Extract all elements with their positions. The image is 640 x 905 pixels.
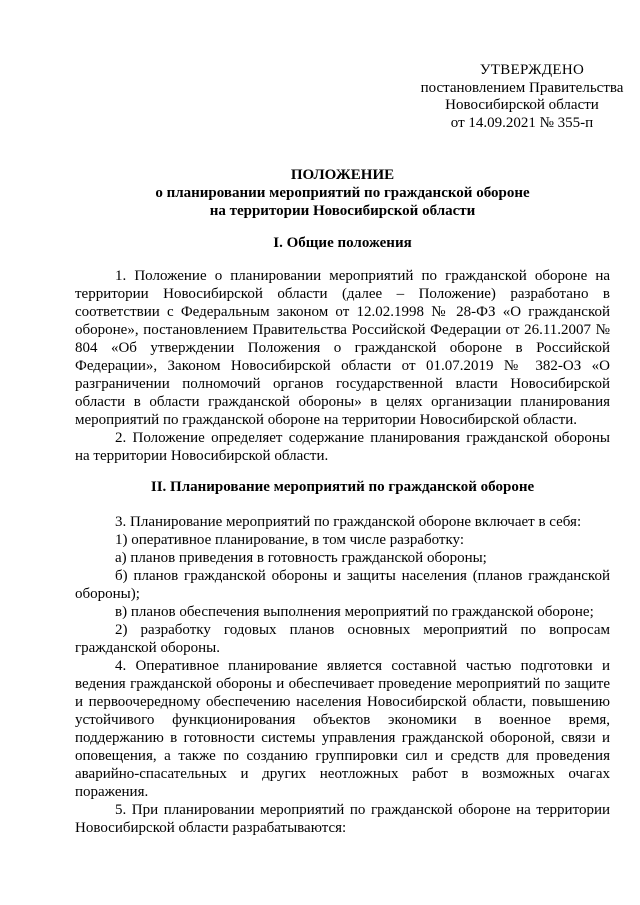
- section-heading: II. Планирование мероприятий по гражданской обороне: [150, 479, 535, 495]
- paragraph: а) планов приведения в готовность гражданской обороны;: [115, 550, 487, 566]
- paragraph: б) планов гражданской обороны и защиты населения (планов гражданской обороны);: [75, 568, 610, 602]
- section-body: [75, 513, 610, 837]
- approval-line: постановлением Правительства: [420, 79, 624, 96]
- approval-stamp: [399, 62, 640, 132]
- title-line: о планировании мероприятий по гражданской обороне: [155, 185, 530, 201]
- document-title: [75, 166, 610, 220]
- paragraph: 4. Оперативное планирование является составной частью подготовки и ведения гражданской обороны и обеспечивает проведение мероприятий по защите и первоочередному обеспечению населения Новосибирской области, повышению устойчивого функционирования объектов экономики в военное время, поддержанию в готовности системы управления гражданской обороной, связи и оповещения, а также по созданию группировки сил и средств для проведения аварийно-спасательных и других неотложных работ в возможных очагах поражения.: [75, 658, 610, 800]
- approval-line: от 14.09.2021 № 355-п: [450, 114, 594, 131]
- paragraph: 3. Планирование мероприятий по гражданской обороне включает в себя:: [115, 514, 582, 530]
- paragraph: 2) разработку годовых планов основных мероприятий по вопросам гражданской обороны.: [75, 622, 610, 656]
- approval-line: Новосибирской области: [445, 97, 599, 113]
- paragraph: 1. Положение о планировании мероприятий по гражданской обороне на территории Новосибирской области (далее – Положение) разработано в соответствии с Федеральным законом от 12.02.1998 № 28-ФЗ «О гражданской обороне», постановлением Правительства Российской Федерации от 26.11.2007 № 804 «Об утверждении Положения о гражданской обороне в Российской Федерации», Законом Новосибирской области от 01.07.2019 № 382-ОЗ «О разграничении полномочий органов государственной власти Новосибирской области в области гражданской обороны» в целях организации планирования мероприятий по гражданской обороне на территории Новосибирской области.: [75, 268, 610, 428]
- approval-title: УТВЕРЖДЕНО: [479, 62, 585, 78]
- section-heading: I. Общие положения: [273, 235, 412, 251]
- title-line: на территории Новосибирской области: [209, 203, 476, 219]
- title-heading: ПОЛОЖЕНИЕ: [290, 167, 395, 183]
- paragraph: 5. При планировании мероприятий по гражданской обороне на территории Новосибирской области разрабатываются:: [75, 802, 610, 836]
- paragraph: в) планов обеспечения выполнения мероприятий по гражданской обороне;: [115, 604, 594, 620]
- section-body: [75, 267, 610, 465]
- paragraph: 1) оперативное планирование, в том числе разработку:: [115, 532, 465, 548]
- paragraph: 2. Положение определяет содержание планирования гражданской обороны на территории Новосибирской области.: [75, 430, 610, 464]
